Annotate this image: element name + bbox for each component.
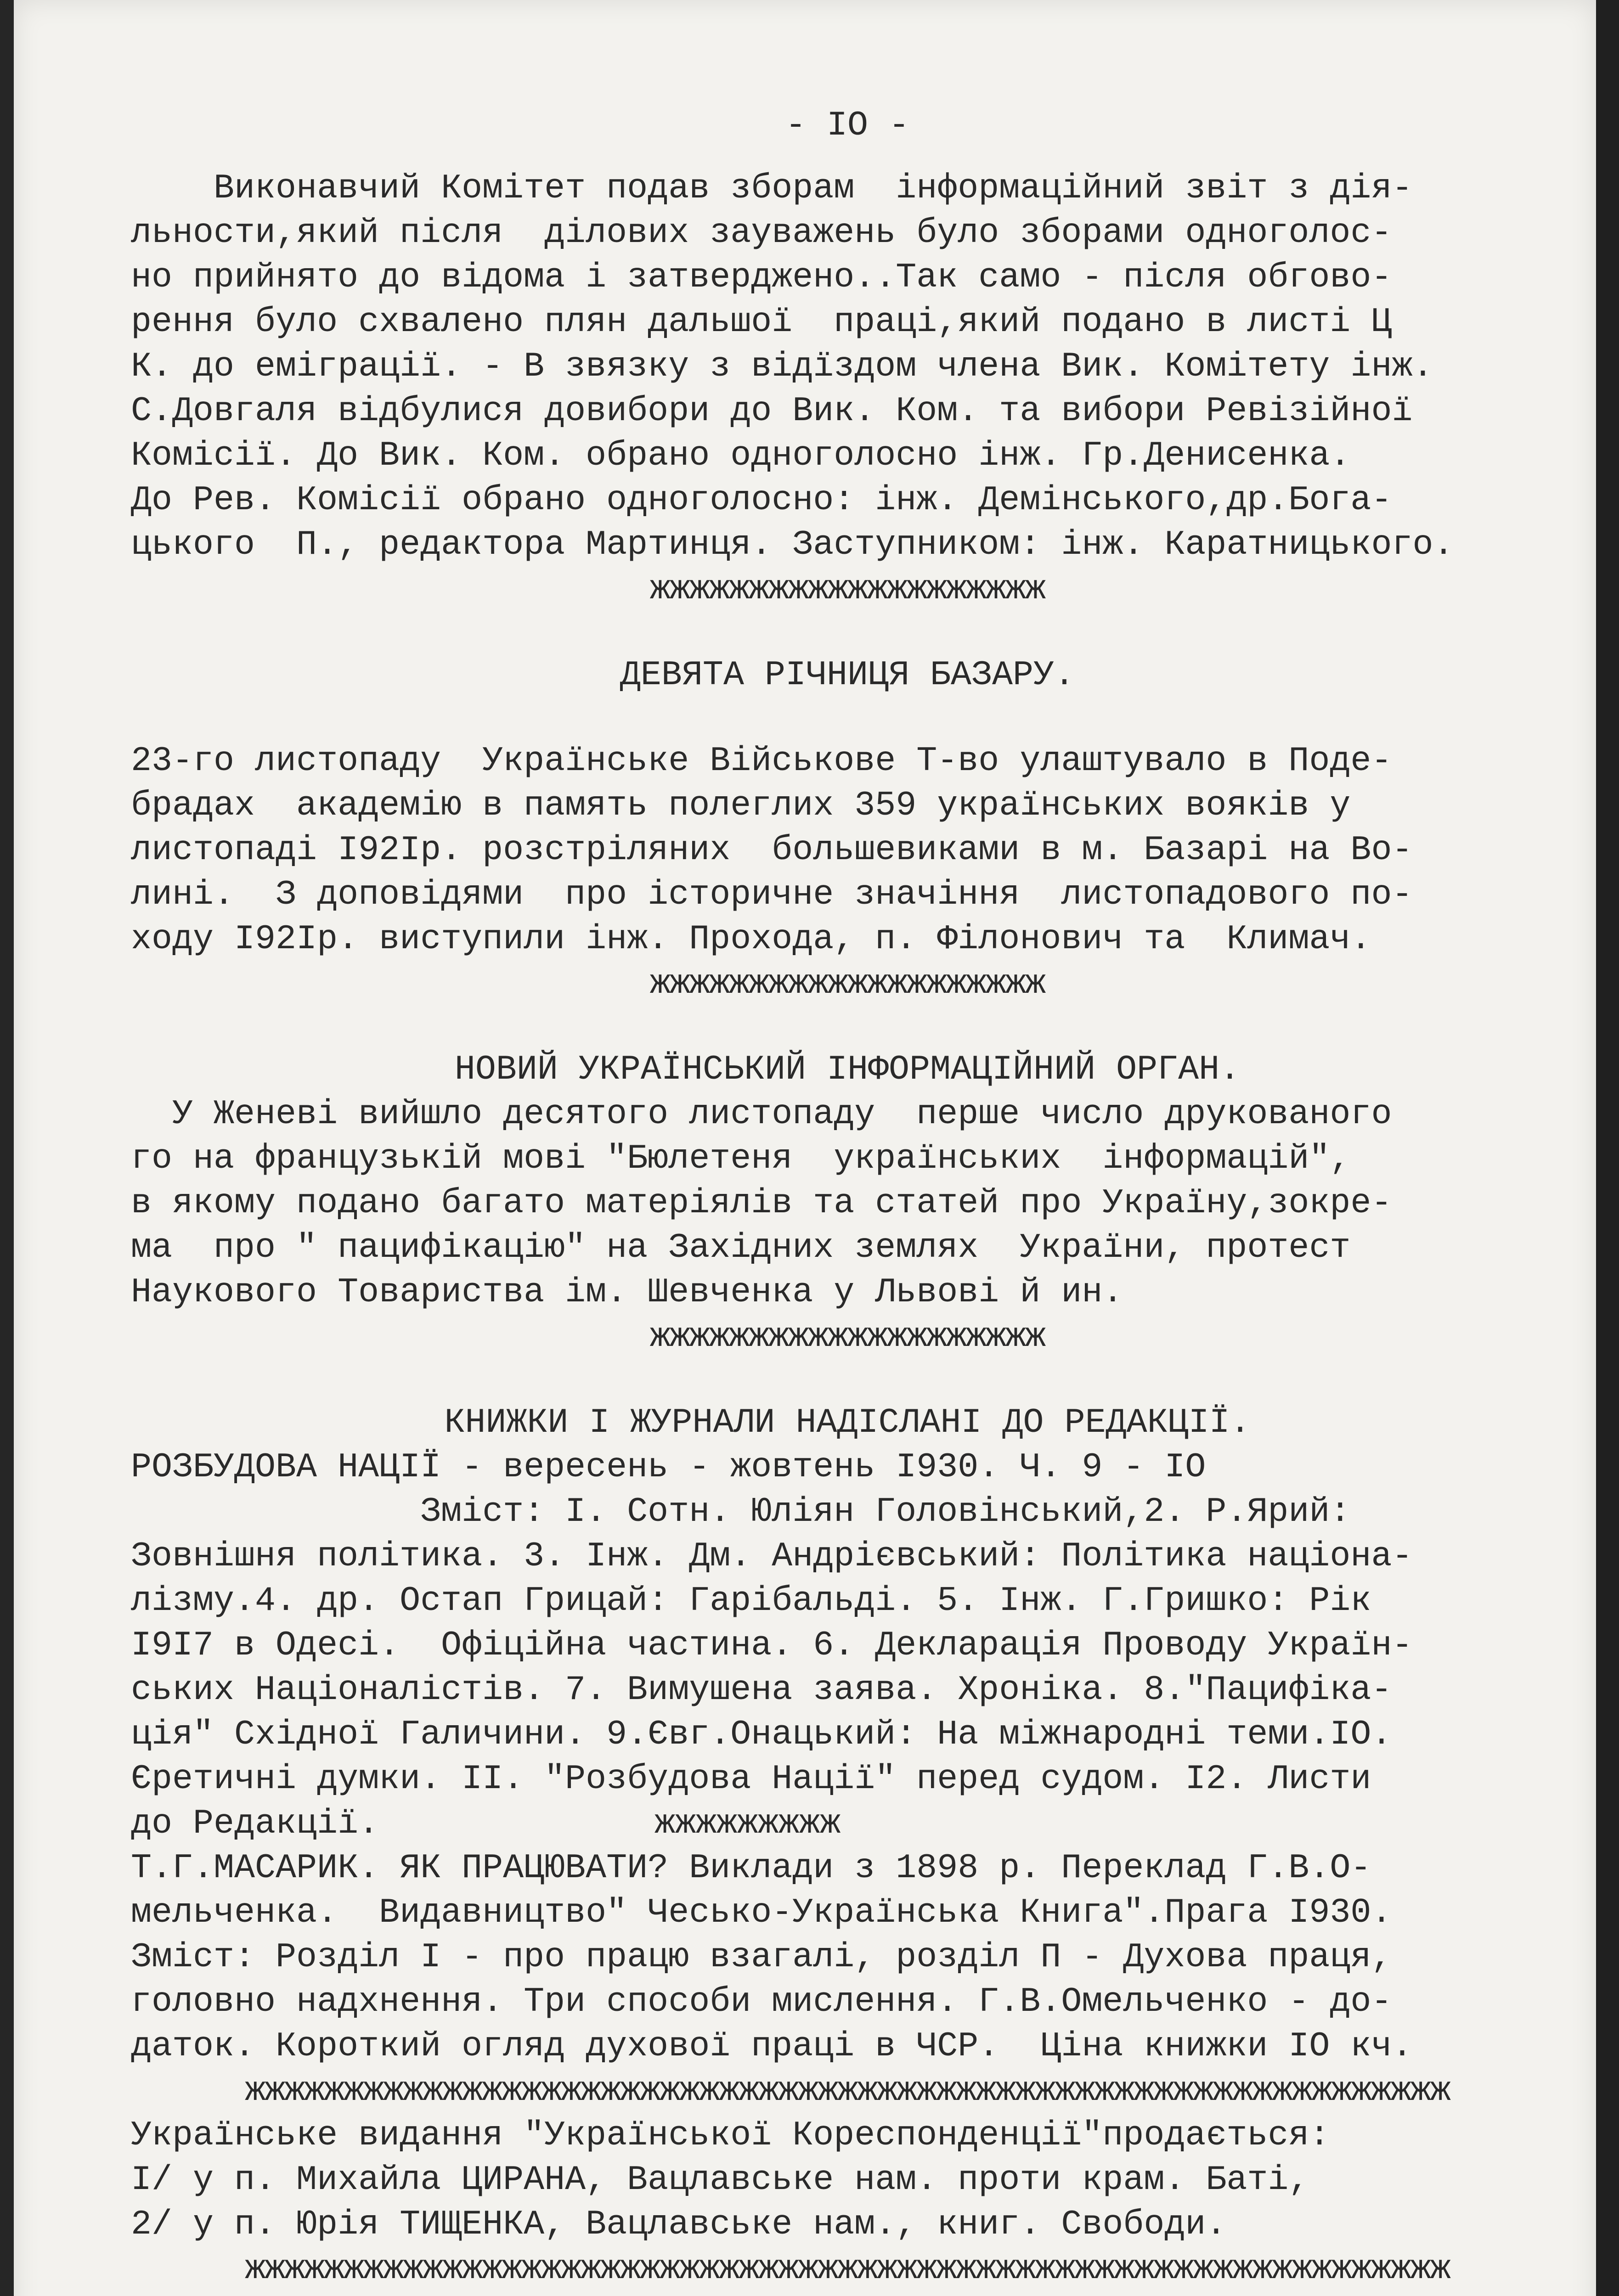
text-line: в якому подано багато матеріялів та статей про Україну,зокре-	[131, 1184, 1392, 1223]
masaryk-entry	[131, 1846, 1564, 2069]
text-line: ма про " пацифікацію" на Західних землях України, протест	[131, 1228, 1351, 1267]
text-line: Українське видання "Української Кореспонденції"продається:	[131, 2116, 1330, 2155]
text-line: даток. Короткий огляд духової праці в ЧСР. Ціна книжки IO кч.	[131, 2027, 1413, 2066]
text-line: I9I7 в Одесі. Офіційна частина. 6. Декларація Проводу Україн-	[131, 1626, 1413, 1665]
text-line: го на французькій мові "Бюлетеня українських інформацій",	[131, 1139, 1351, 1178]
text-line: Т.Г.МАСАРИК. ЯК ПРАЦЮВАТИ? Виклади з 1898 р. Переклад Г.В.О-	[131, 1849, 1371, 1888]
text-line: головно надхнення. Три способи мислення. Г.В.Омельченко - до-	[131, 1982, 1392, 2021]
text-line: лині. З доповідями про історичне значіння листопадового по-	[131, 875, 1413, 914]
text-fragment: до Редакції.	[131, 1804, 379, 1843]
text-line: ських Націоналістів. 7. Вимушена заява. Хроніка. 8."Пацифіка-	[131, 1671, 1392, 1710]
text-line: I/ у п. Михайла ЦИРАНА, Вацлавське нам. проти крам. Баті,	[131, 2161, 1309, 2200]
page-number: - IO -	[785, 106, 910, 145]
text-line: РОЗБУДОВА НАЦІЇ - вересень - жовтень I930. Ч. 9 - IO	[131, 1448, 1206, 1487]
section-separator: жжжжжжжжжжжжжжжжжжжж	[649, 1317, 1045, 1356]
text-line: льности,який після ділових зауважень було зборами одноголос-	[131, 214, 1392, 253]
text-line: У Женеві вийшло десятого листопаду перше число друкованого	[131, 1095, 1392, 1134]
page-text	[131, 103, 1564, 2291]
text-line: листопаді I92Iр. розстріляних большевиками в м. Базарі на Во-	[131, 831, 1413, 870]
text-line: но прийнято до відома і затверджено..Так само - після обгово-	[131, 258, 1392, 297]
report-paragraph	[131, 166, 1564, 567]
bazar-paragraph	[131, 739, 1564, 962]
text-line	[131, 1801, 1564, 1846]
text-line: брадах академію в память полеглих 359 українських вояків у	[131, 786, 1351, 825]
text-line: мельченка. Видавництво" Чесько-Українська Книга".Прага I930.	[131, 1893, 1392, 1932]
small-separator: жжжжжжжжж	[654, 1804, 841, 1843]
section-heading-books: КНИЖКИ І ЖУРНАЛИ НАДІСЛАНІ ДО РЕДАКЦІЇ.	[444, 1403, 1251, 1442]
text-line: ходу I92Iр. виступили інж. Прохода, п. Філонович та Климач.	[131, 920, 1371, 959]
text-line: До Рев. Комісії обрано одноголосно: інж. Демінського,др.Бога-	[131, 481, 1392, 520]
text-line: рення було схвалено плян дальшої праці,який подано в листі Ц	[131, 303, 1392, 342]
full-separator: жжжжжжжжжжжжжжжжжжжжжжжжжжжжжжжжжжжжжжжжжжжжжжжжжжжжжжжжжжжжж	[245, 2250, 1450, 2289]
scan-edge-left	[0, 0, 14, 2296]
text-line: Наукового Товариства ім. Шевченка у Львові й ин.	[131, 1273, 1123, 1312]
organ-paragraph	[131, 1092, 1564, 1315]
text-line: цького П., редактора Мартинця. Заступником: інж. Каратницького.	[131, 525, 1454, 564]
text-line: Зміст: Розділ I - про працю взагалі, розділ П - Духова праця,	[131, 1938, 1392, 1977]
section-separator: жжжжжжжжжжжжжжжжжжжж	[649, 964, 1045, 1003]
text-line: Зовнішня політика. 3. Інж. Дм. Андрієвський: Політика націона-	[131, 1537, 1413, 1576]
full-separator: жжжжжжжжжжжжжжжжжжжжжжжжжжжжжжжжжжжжжжжжжжжжжжжжжжжжжжжжжжжжж	[245, 2071, 1450, 2110]
text-line: ція" Східної Галичини. 9.Євг.Онацький: На міжнародні теми.IO.	[131, 1715, 1392, 1754]
scan-edge-right	[1596, 0, 1619, 2296]
text-line: Комісії. До Вик. Ком. обрано одноголосно інж. Гр.Денисенка.	[131, 436, 1351, 475]
text-line: 23-го листопаду Українське Військове Т-во улаштувало в Поде-	[131, 742, 1392, 781]
text-line: Зміст: I. Сотн. Юліян Головінський,2. Р.Ярий:	[131, 1492, 1351, 1531]
text-line: Єретичні думки. II. "Розбудова Нації" перед судом. I2. Листи	[131, 1760, 1371, 1799]
section-heading-bazar: ДЕВЯТА РІЧНИЦЯ БАЗАРУ.	[620, 656, 1075, 695]
section-separator: жжжжжжжжжжжжжжжжжжжж	[649, 570, 1045, 609]
rozbudova-entry	[131, 1445, 1564, 1846]
text-line: Виконавчий Комітет подав зборам інформаційний звіт з дія-	[131, 169, 1413, 208]
section-heading-organ: НОВИЙ УКРАЇНСЬКИЙ ІНФОРМАЦІЙНИЙ ОРГАН.	[454, 1050, 1241, 1089]
document-page	[14, 0, 1596, 2296]
text-line: С.Довгаля відбулися довибори до Вик. Ком. та вибори Ревізійної	[131, 392, 1413, 431]
text-line: 2/ у п. Юрія ТИЩЕНКА, Вацлавське нам., книг. Свободи.	[131, 2205, 1227, 2244]
text-line: лізму.4. др. Остап Грицай: Гарібальді. 5. Інж. Г.Гришко: Рік	[131, 1581, 1371, 1621]
sales-paragraph	[131, 2113, 1564, 2247]
text-line: К. до еміграції. - В звязку з відїздом члена Вик. Комітету інж.	[131, 347, 1433, 386]
